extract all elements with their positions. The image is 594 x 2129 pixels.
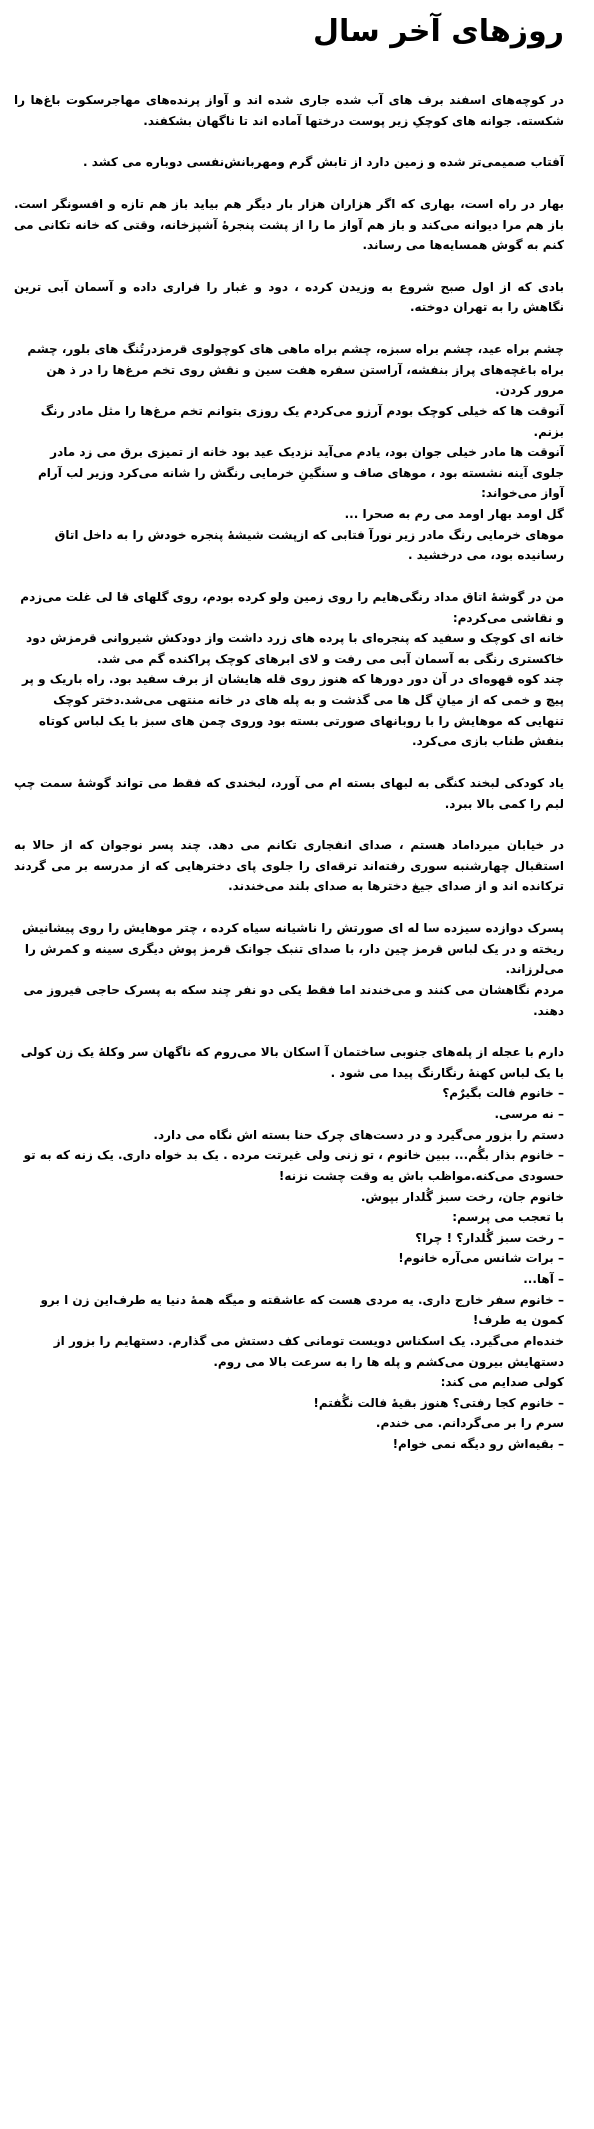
dialogue-line: – نه مرسی. (494, 1107, 564, 1121)
dialogue-line: با تعجب می پرسم: (452, 1210, 564, 1225)
paragraph-line: موهای خرمایی رنگ مادر زیر نورآ فتابی که ازپشت شیشۀ پنجره خودش را به داخل اتاق رسانیده بود، می درخشید . (54, 527, 564, 563)
dialogue-line: سرم را بر می‌گردانم. می خندم. (375, 1416, 564, 1431)
dialogue-line: – بقیه‌اش رو دیگه نمی خوام! (392, 1437, 564, 1451)
paragraph-line: پسرک دوازده سیزده سا له ای صورتش را ناشیانه سیاه کرده ، چتر موهایش را روی پیشانیش ریخته و در یک لباس قرمز چین دار، با صدای تنبک جوانک قرمز پوش دیگری سینه و کمرش را می‌لرزاند. (22, 921, 564, 977)
dialogue-line: – خانوم سفر خارج داری. یه مردی هست که عاشقته و میگه همۀ دنیا یه طرف‌این زن ا برو کمون یه طرف! (40, 1292, 564, 1328)
paragraph-line: چشم براه عید، چشم براه سبزه، چشم براه ماهی های کوچولوی قرمزدرتُنگ های بلور، چشم براه باغچه‌های پراز بنفشه، آراستن سفره هفت سین و نقش روی تخم مرغ‌ها را در ذ هن مرور کردن. (27, 342, 564, 398)
dialogue-line: – خانوم بذار بگُم... ببین خانوم ، تو زنی ولی غیرتت مرده . یک بد خواه داری. یک زنه که به تو حسودی می‌کنه.مواظب باش یه وقت چشت نزنه! (23, 1148, 564, 1183)
paragraph-line: آنوقت ها که خیلی کوچک بودم آرزو می‌کردم یک روزی بتوانم تخم مرغ‌ها را مثل مادر رنگ بزنم. (40, 403, 564, 439)
dialogue-line: خانوم جان، رخت سبز گُلدار بپوش. (360, 1189, 564, 1204)
paragraph-line: خانه ای کوچک و سفید که پنجره‌ای با پرده های زرد داشت واز دودکش شیروانی قرمزش دود خاکستری رنگی به آسمان آبی می رفت و لای ابرهای کوچک پراکنده گم می شد. (26, 631, 564, 666)
article-paragraph (14, 918, 564, 1021)
dialogue-line: دستم را بزور می‌گیرد و در دست‌های چرک حنا بسته اش نگاه می دارد. (153, 1127, 564, 1142)
article-paragraph: آفتاب صمیمی‌تر شده و زمین دارد از تابش گرم ومهربانش‌نفسی دوباره می کشد . (83, 155, 564, 170)
dialogue-line: – آها... (523, 1272, 564, 1286)
dialogue-line: – برات شانس می‌آره خانوم! (398, 1251, 564, 1266)
dialogue-section (14, 1042, 564, 1455)
article-paragraph (14, 587, 564, 752)
dialogue-line: – خانوم کجا رفتی؟ هنوز بقیۀ فالت نگُفتم! (313, 1395, 564, 1410)
article-paragraph: یاد کودکی لبخند کنگی به لبهای بسته ام می آورد، لبخندی که فقط می تواند گوشۀ سمت چپ لبم را کمی بالا ببرد. (14, 775, 564, 811)
article-paragraph (14, 339, 564, 566)
article-paragraph: بادی که از اول صبح شروع به وزیدن کرده ، دود و غبار را فراری داده و آسمان آبی ترین نگاهش را به تهران دوخته. (14, 279, 564, 315)
dialogue-line: دارم با عجله از پله‌های جنوبی ساختمان آ اسکان بالا می‌روم که ناگهان سر وکلۀ یک زن کولی با یک لباس کهنۀ رنگارنگ پیدا می شود . (20, 1045, 564, 1080)
article-paragraph: بهار در راه است، بهاری که اگر هزاران هزار بار دیگر هم بیاید باز هم تازه و افسونگر است. باز هم مرا دیوانه می‌کند و باز هم آواز ما را از پشت پنجرۀ آشپزخانه، وقتی که خانه تکانی می کنم به گوش همسایه‌ها می رساند. (14, 196, 564, 253)
article-paragraph: در کوچه‌های اسفند برف های آب شده جاری شده اند و آواز پرنده‌های مهاجرسکوت باغ‌ها را شکسته. جوانه های کوچکِ زیر پوست درختها آماده اند تا ناگهان بشکفند. (14, 93, 564, 128)
paragraph-line: چند کوه قهوه‌ای در آن دور دورها که هنوز روی قله هایشان از برف سفید بود. راه باریک و پر پیچ و خمی که از میانِ گل ها می گذشت و به پله های در خانه منتهی می‌شد.دختر کوچک تنهایی که موهایش را با روبانهای صورتی بسته بود وروی چمن های سبز با یک لباس کوتاه بنفش طناب بازی می‌کرد. (21, 672, 564, 749)
dialogue-line: – رخت سبز گُلدار؟ ! چرا؟ (415, 1230, 564, 1245)
paragraph-line: مردم نگاهشان می کنند و می‌خندند اما فقط یکی دو نفر چند سکه به پسرک حاجی فیروز می دهند. (23, 982, 564, 1018)
paragraph-line: آنوقت ها مادر خیلی جوان بود، یادم می‌آید نزدیک عید بود خانه از تمیزی برق می زد مادر جلوی آینه نشسته بود ، موهای صاف و سنگینِ خرمایی رنگش را شانه می‌کرد وزیر لب آرام آواز می‌خواند: (37, 445, 564, 501)
paragraph-line: من در گوشۀ اتاق مداد رنگی‌هایم را روی زمین ولو کرده بودم، روی گلهای قا لی غلت می‌زدم و نقاشی می‌کردم: (20, 589, 564, 625)
dialogue-line: – خانوم فالت بگیرٌم؟ (442, 1086, 564, 1101)
article-paragraph: در خیابان میرداماد هستم ، صدای انفجاری تکانم می دهد. چند پسر نوجوان که از حالا به استقبال چهارشنبه سوری رفته‌اند ترقه‌ای را جلوی پای دخترهایی که از مدرسه بر می گردند ترکانده اند و از صدای جیغ دخترها به صدای بلند می‌خندند. (14, 838, 564, 894)
article-title: روزهای آخر سال (312, 14, 564, 49)
paragraph-line: گل اومد بهار اومد می رم به صحرا ... (344, 507, 564, 521)
dialogue-line: خنده‌ام می‌گیرد. یک اسکناس دویست تومانی کف دستش می گذارم. دستهایم را بزور از دستهایش بیرون می‌کشم و پله ها را به سرعت بالا می روم. (53, 1333, 564, 1369)
dialogue-line: کولی صدایم می کند: (440, 1375, 564, 1390)
